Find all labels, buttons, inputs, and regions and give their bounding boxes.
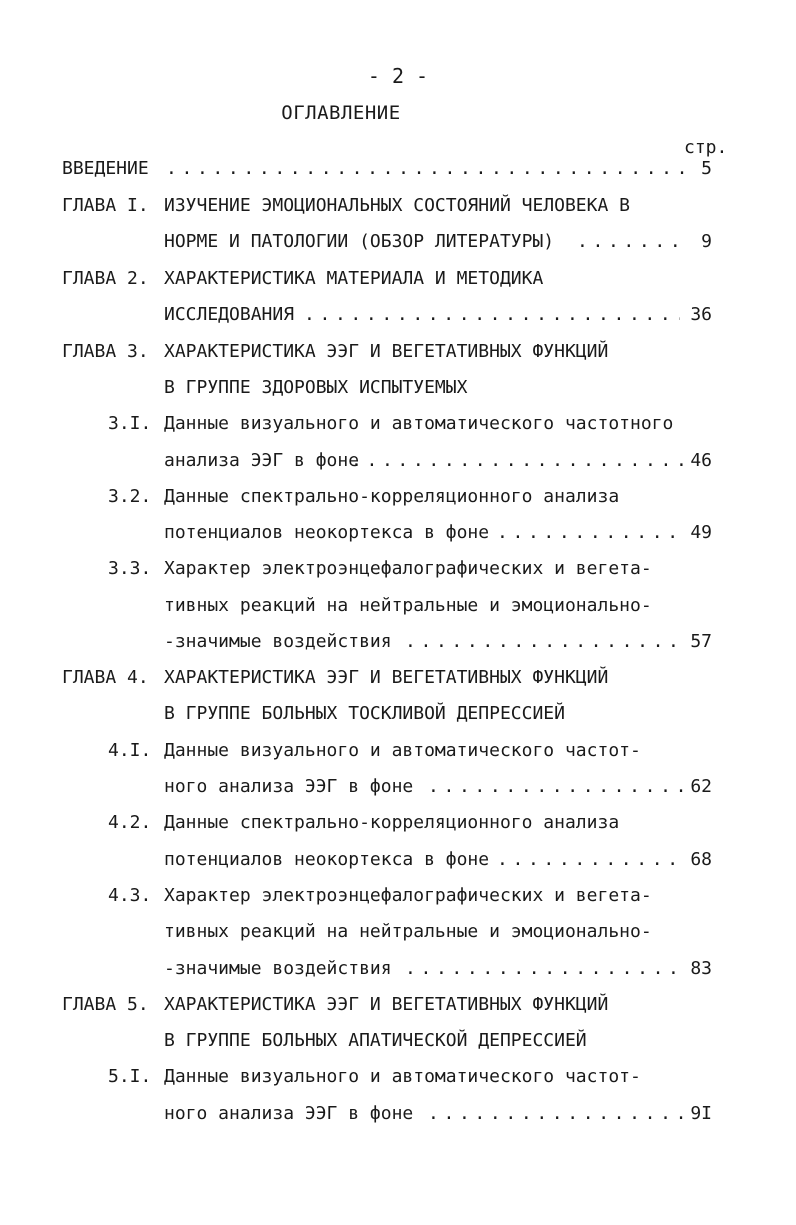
toc-page-number: 9 <box>701 231 712 252</box>
toc-page-number: 46 <box>690 450 712 471</box>
dot-leader <box>405 631 683 652</box>
section-title-line1: Данные визуального и автоматического частот- <box>164 740 641 761</box>
toc-page-number: 36 <box>690 304 712 325</box>
section-number: 4.3. <box>108 885 152 906</box>
chapter-label: ГЛАВА I. <box>62 195 149 216</box>
chapter-title-line1: ИЗУЧЕНИЕ ЭМОЦИОНАЛЬНЫХ СОСТОЯНИЙ ЧЕЛОВЕКА В <box>164 195 630 216</box>
chapter-title-line2: НОРМЕ И ПАТОЛОГИИ (ОБЗОР ЛИТЕРАТУРЫ) <box>164 231 555 252</box>
chapter-label: ГЛАВА 4. <box>62 667 149 688</box>
toc-page-number: 62 <box>690 776 712 797</box>
toc-title: ОГЛАВЛЕНИЕ <box>281 102 401 124</box>
page-column-label: стр. <box>684 137 728 158</box>
section-title-line2: анализа ЭЭГ в фоне <box>164 450 360 471</box>
toc-page-number: 83 <box>690 958 712 979</box>
section-title-line2: ного анализа ЭЭГ в фоне <box>164 776 414 797</box>
dot-leader <box>497 849 683 870</box>
dot-leader <box>497 522 683 543</box>
chapter-title-line1: ХАРАКТЕРИСТИКА МАТЕРИАЛА И МЕТОДИКА <box>164 268 544 289</box>
dot-leader <box>166 158 694 179</box>
chapter-label: ГЛАВА 2. <box>62 268 149 289</box>
section-title-line1: Данные спектрально-корреляционного анализа <box>164 812 620 833</box>
chapter-title-line2: В ГРУППЕ БОЛЬНЫХ АПАТИЧЕСКОЙ ДЕПРЕССИЕЙ <box>164 1030 587 1051</box>
section-number: 3.2. <box>108 486 152 507</box>
dot-leader <box>351 450 683 471</box>
section-title-line2: потенциалов неокортекса в фоне <box>164 849 490 870</box>
toc-page-number: 57 <box>690 631 712 652</box>
section-title-line1: Данные визуального и автоматического частотного <box>164 413 674 434</box>
section-number: 4.I. <box>108 740 152 761</box>
chapter-title-line2: В ГРУППЕ ЗДОРОВЫХ ИСПЫТУЕМЫХ <box>164 377 468 398</box>
dot-leader <box>428 1103 683 1124</box>
chapter-label: ГЛАВА 3. <box>62 341 149 362</box>
toc-page-number: 5 <box>701 158 712 179</box>
chapter-title-line2: В ГРУППЕ БОЛЬНЫХ ТОСКЛИВОЙ ДЕПРЕССИЕЙ <box>164 703 565 724</box>
section-number: 5.I. <box>108 1066 152 1087</box>
section-title-line1: Данные визуального и автоматического частот- <box>164 1066 641 1087</box>
section-title-line3: -значимые воздействия <box>164 958 392 979</box>
dot-leader <box>577 231 677 252</box>
chapter-title-line2: ИССЛЕДОВАНИЯ <box>164 304 295 325</box>
toc-page-number: 68 <box>690 849 712 870</box>
section-number: 4.2. <box>108 812 152 833</box>
section-title-line2: потенциалов неокортекса в фоне <box>164 522 490 543</box>
dot-leader <box>304 304 680 325</box>
chapter-label: ГЛАВА 5. <box>62 994 149 1015</box>
toc-page-number: 49 <box>690 522 712 543</box>
chapter-title-line1: ХАРАКТЕРИСТИКА ЭЭГ И ВЕГЕТАТИВНЫХ ФУНКЦИЙ <box>164 994 609 1015</box>
toc-entry-text: ВВЕДЕНИЕ <box>62 158 149 179</box>
section-title-line2: тивных реакций на нейтральные и эмоционально- <box>164 921 652 942</box>
toc-page-number: 9I <box>690 1103 712 1124</box>
section-title-line2: тивных реакций на нейтральные и эмоционально- <box>164 595 652 616</box>
page-number: - 2 - <box>367 64 429 88</box>
chapter-title-line1: ХАРАКТЕРИСТИКА ЭЭГ И ВЕГЕТАТИВНЫХ ФУНКЦИЙ <box>164 341 609 362</box>
dot-leader <box>428 776 683 797</box>
section-title-line1: Характер электроэнцефалографических и вегета- <box>164 885 652 906</box>
chapter-title-line1: ХАРАКТЕРИСТИКА ЭЭГ И ВЕГЕТАТИВНЫХ ФУНКЦИЙ <box>164 667 609 688</box>
section-title-line3: -значимые воздействия <box>164 631 392 652</box>
section-number: 3.3. <box>108 558 152 579</box>
section-title-line1: Характер электроэнцефалографических и вегета- <box>164 558 652 579</box>
dot-leader <box>405 958 683 979</box>
section-title-line2: ного анализа ЭЭГ в фоне <box>164 1103 414 1124</box>
section-title-line1: Данные спектрально-корреляционного анализа <box>164 486 620 507</box>
section-number: 3.I. <box>108 413 152 434</box>
